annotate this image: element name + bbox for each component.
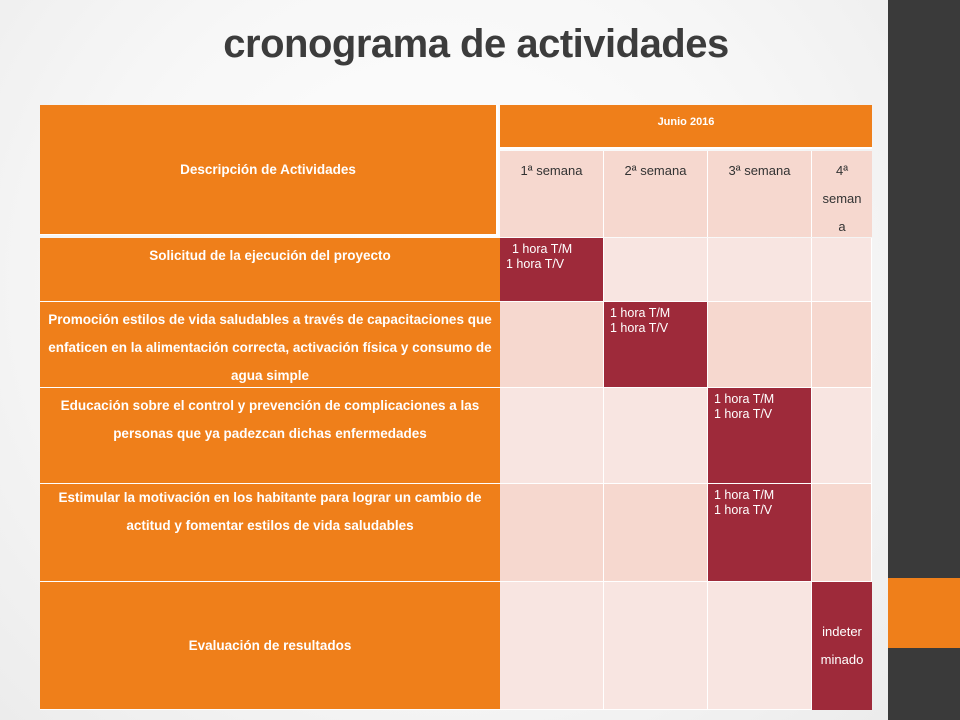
schedule-cell-r5-w4: indeter minado <box>812 582 872 710</box>
activity-row-4: Estimular la motivación en los habitante para lograr un cambio de actitud y fomentar estilos de vida saludables <box>40 484 500 582</box>
empty-cell-r2-w3 <box>708 302 812 388</box>
week-4-header: 4ª seman a <box>812 151 872 237</box>
side-accent <box>888 578 960 648</box>
description-header-label: Descripción de Actividades <box>180 162 356 177</box>
schedule-cell-r2-w2: 1 hora T/M 1 hora T/V <box>604 302 708 388</box>
week-1-header: 1ª semana <box>500 151 604 237</box>
empty-cell-r2-w4 <box>812 302 872 388</box>
page-title: cronograma de actividades <box>223 22 729 66</box>
empty-cell-r3-w2 <box>604 388 708 484</box>
empty-cell-r3-w1 <box>500 388 604 484</box>
month-header <box>500 105 872 149</box>
empty-cell-r5-w2 <box>604 582 708 710</box>
schedule-cell-r4-w3: 1 hora T/M 1 hora T/V <box>708 484 812 582</box>
schedule-cell-r3-w3: 1 hora T/M 1 hora T/V <box>708 388 812 484</box>
activity-row-3: Educación sobre el control y prevención de complicaciones a las personas que ya padezcan dichas enfermedades <box>40 388 500 484</box>
empty-cell-r1-w4 <box>812 238 872 302</box>
empty-cell-r4-w2 <box>604 484 708 582</box>
empty-cell-r2-w1 <box>500 302 604 388</box>
empty-cell-r4-w1 <box>500 484 604 582</box>
empty-cell-r5-w1 <box>500 582 604 710</box>
week-2-header: 2ª semana <box>604 151 708 237</box>
empty-cell-r1-w3 <box>708 238 812 302</box>
empty-cell-r5-w3 <box>708 582 812 710</box>
month-header-label: Junio 2016 <box>657 116 715 128</box>
description-header <box>40 105 498 235</box>
activity-row-2: Promoción estilos de vida saludables a través de capacitaciones que enfaticen en la alimentación correcta, activación física y consumo de agua simple <box>40 302 500 388</box>
empty-cell-r4-w4 <box>812 484 872 582</box>
activity-row-5: Evaluación de resultados <box>40 582 500 710</box>
empty-cell-r1-w2 <box>604 238 708 302</box>
schedule-cell-r1-w1: 1 hora T/M 1 hora T/V <box>500 238 604 302</box>
activity-row-1: Solicitud de la ejecución del proyecto <box>40 238 500 302</box>
empty-cell-r3-w4 <box>812 388 872 484</box>
week-3-header: 3ª semana <box>708 151 812 237</box>
